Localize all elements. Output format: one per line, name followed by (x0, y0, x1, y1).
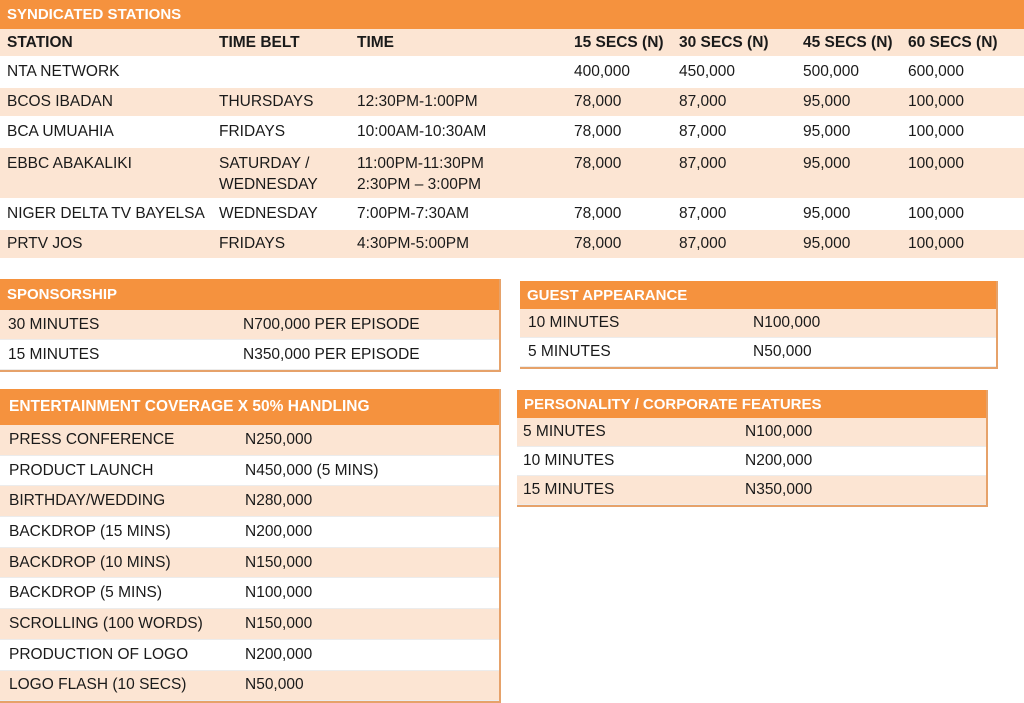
list-item (0, 517, 499, 548)
list-item (0, 609, 499, 640)
table-cell: 78,000 (574, 123, 622, 140)
syndicated-stations-table (0, 0, 1024, 260)
col-45-secs: 45 SECS (N) (803, 33, 893, 51)
personality-features-rows (517, 418, 986, 505)
item-price: N50,000 (245, 676, 304, 694)
table-row (0, 88, 1024, 118)
guest-appearance-table (520, 281, 998, 369)
list-item (517, 447, 986, 476)
table-cell: FRIDAYS (219, 123, 286, 140)
item-label: PRODUCTION OF LOGO (9, 645, 189, 663)
table-cell: 600,000 (908, 63, 965, 80)
table-row (0, 200, 1024, 230)
table-cell: PRTV JOS (7, 235, 83, 252)
table-cell: 87,000 (679, 205, 727, 222)
item-price: N450,000 (5 MINS) (245, 461, 379, 479)
list-item (517, 418, 986, 447)
list-item (0, 310, 499, 340)
table-cell: 78,000 (574, 235, 622, 252)
sponsorship-title: SPONSORSHIP (0, 279, 499, 310)
sponsorship-table (0, 279, 501, 372)
table-cell: 100,000 (908, 93, 965, 110)
table-cell: 11:00PM-11:30PM 2:30PM – 3:00PM (357, 155, 484, 193)
entertainment-coverage-rows (0, 425, 499, 701)
table-cell: NTA NETWORK (7, 63, 120, 80)
list-item (0, 578, 499, 609)
list-item (0, 486, 499, 517)
column-header-row (0, 29, 1024, 58)
table-cell: 95,000 (803, 235, 851, 252)
entertainment-coverage-title: ENTERTAINMENT COVERAGE X 50% HANDLING (0, 389, 499, 425)
table-cell: 100,000 (908, 155, 965, 172)
item-price: N200,000 (245, 522, 313, 540)
personality-features-table (517, 390, 988, 507)
item-price: N350,000 (745, 481, 813, 498)
list-item (0, 456, 499, 487)
item-label: 5 MINUTES (523, 423, 606, 440)
table-cell: SATURDAY / WEDNESDAY (219, 155, 318, 193)
item-label: 10 MINUTES (528, 314, 620, 331)
item-price: N150,000 (245, 553, 313, 571)
item-label: BACKDROP (5 MINS) (9, 584, 163, 602)
table-cell: 87,000 (679, 155, 727, 172)
item-label: 15 MINUTES (8, 345, 100, 363)
table-row (0, 230, 1024, 260)
table-cell: 87,000 (679, 235, 727, 252)
table-cell: 12:30PM-1:00PM (357, 93, 478, 110)
col-60-secs: 60 SECS (N) (908, 33, 998, 51)
table-cell: 400,000 (574, 63, 631, 80)
list-item (517, 476, 986, 505)
table-cell: NIGER DELTA TV BAYELSA (7, 205, 205, 222)
item-label: PRESS CONFERENCE (9, 430, 175, 448)
syndicated-stations-title: SYNDICATED STATIONS (0, 0, 1024, 29)
table-cell: 10:00AM-10:30AM (357, 123, 487, 140)
list-item (0, 671, 499, 702)
list-item (520, 309, 996, 338)
item-price: N100,000 (753, 314, 821, 331)
item-price: N350,000 PER EPISODE (243, 345, 420, 363)
table-cell: BCA UMUAHIA (7, 123, 114, 140)
item-price: N100,000 (245, 584, 313, 602)
table-cell: 78,000 (574, 93, 622, 110)
table-cell: 95,000 (803, 123, 851, 140)
item-label: BACKDROP (15 MINS) (9, 522, 171, 540)
table-cell: EBBC ABAKALIKI (7, 155, 132, 172)
item-label: 5 MINUTES (528, 343, 611, 360)
table-row (0, 118, 1024, 148)
guest-appearance-rows (520, 309, 996, 367)
table-cell: 100,000 (908, 205, 965, 222)
item-price: N50,000 (753, 343, 812, 360)
entertainment-coverage-table (0, 389, 501, 703)
list-item (0, 425, 499, 456)
table-cell: 95,000 (803, 93, 851, 110)
table-cell: 95,000 (803, 205, 851, 222)
item-price: N700,000 PER EPISODE (243, 315, 420, 333)
table-cell: 87,000 (679, 123, 727, 140)
col-station: STATION (7, 33, 73, 51)
list-item (520, 338, 996, 367)
table-cell: 78,000 (574, 155, 622, 172)
item-label: 15 MINUTES (523, 481, 615, 498)
col-30-secs: 30 SECS (N) (679, 33, 769, 51)
station-rows (0, 58, 1024, 260)
sponsorship-rows (0, 310, 499, 370)
table-cell: 450,000 (679, 63, 736, 80)
table-cell: 100,000 (908, 235, 965, 252)
item-label: 30 MINUTES (8, 315, 100, 333)
item-price: N200,000 (745, 452, 813, 469)
table-cell: 500,000 (803, 63, 860, 80)
item-price: N150,000 (245, 614, 313, 632)
item-label: LOGO FLASH (10 SECS) (9, 676, 187, 694)
personality-features-title: PERSONALITY / CORPORATE FEATURES (517, 390, 986, 418)
col-time: TIME (357, 33, 395, 51)
list-item (0, 548, 499, 579)
col-time-belt: TIME BELT (219, 33, 300, 51)
table-cell: 4:30PM-5:00PM (357, 235, 469, 252)
item-price: N100,000 (745, 423, 813, 440)
item-label: BACKDROP (10 MINS) (9, 553, 171, 571)
table-row (0, 58, 1024, 88)
item-price: N200,000 (245, 645, 313, 663)
item-label: SCROLLING (100 WORDS) (9, 614, 203, 632)
table-cell: THURSDAYS (219, 93, 314, 110)
item-price: N280,000 (245, 492, 313, 510)
table-cell: 95,000 (803, 155, 851, 172)
item-label: PRODUCT LAUNCH (9, 461, 154, 479)
list-item (0, 640, 499, 671)
table-cell: 78,000 (574, 205, 622, 222)
table-cell: 100,000 (908, 123, 965, 140)
table-cell: WEDNESDAY (219, 205, 318, 222)
item-price: N250,000 (245, 430, 313, 448)
table-cell: 87,000 (679, 93, 727, 110)
table-cell: FRIDAYS (219, 235, 286, 252)
col-15-secs: 15 SECS (N) (574, 33, 664, 51)
item-label: BIRTHDAY/WEDDING (9, 492, 166, 510)
list-item (0, 340, 499, 370)
table-cell: BCOS IBADAN (7, 93, 113, 110)
item-label: 10 MINUTES (523, 452, 615, 469)
guest-appearance-title: GUEST APPEARANCE (520, 281, 996, 309)
table-row (0, 148, 1024, 200)
table-cell: 7:00PM-7:30AM (357, 205, 469, 222)
